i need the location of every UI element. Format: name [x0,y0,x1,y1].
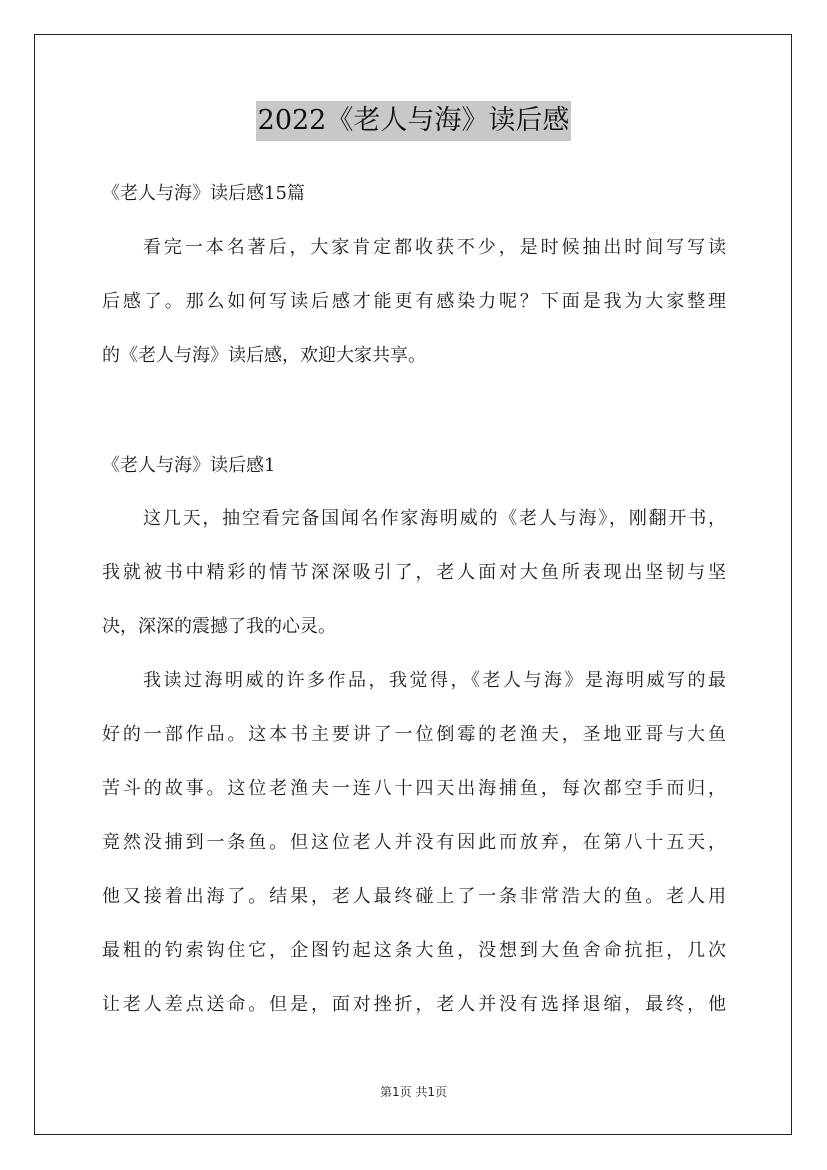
para1-line-2: 我就被书中精彩的情节深深吸引了，老人面对大鱼所表现出坚韧与坚 [102,562,726,583]
para2-line-7: 让老人差点送命。但是，面对挫折，老人并没有选择退缩，最终，他 [102,994,726,1015]
document-subtitle: 《老人与海》读后感15篇 [102,183,305,204]
para2-line-1: 我读过海明威的许多作品，我觉得，《老人与海》是海明威写的最 [143,670,726,691]
para2-line-4: 竟然没捕到一条鱼。但这位老人并没有因此而放弃，在第八十五天， [102,832,726,853]
para2-line-5: 他又接着出海了。结果，老人最终碰上了一条非常浩大的鱼。老人用 [102,886,726,907]
para2-line-2: 好的一部作品。这本书主要讲了一位倒霉的老渔夫，圣地亚哥与大鱼 [102,724,726,745]
para1-line-3: 决，深深的震撼了我的心灵。 [102,616,336,637]
page-footer: 第1页 共1页 [379,1085,448,1099]
title-container [0,101,827,141]
para2-line-3: 苦斗的故事。这位老渔夫一连八十四天出海捕鱼，每次都空手而归， [102,778,726,799]
para2-line-6: 最粗的钓索钩住它，企图钓起这条大鱼，没想到大鱼舍命抗拒，几次 [102,940,726,961]
intro-line-1: 看完一本名著后，大家肯定都收获不少，是时候抽出时间写写读 [143,237,726,258]
intro-line-2: 后感了。那么如何写读后感才能更有感染力呢？下面是我为大家整理 [102,291,726,312]
section-heading-1: 《老人与海》读后感1 [102,455,276,476]
para1-line-1: 这几天，抽空看完备国闻名作家海明威的《老人与海》，刚翻开书， [143,508,726,529]
intro-line-3: 的《老人与海》读后感，欢迎大家共享。 [102,345,426,366]
document-title: 2022《老人与海》读后感 [256,101,572,141]
